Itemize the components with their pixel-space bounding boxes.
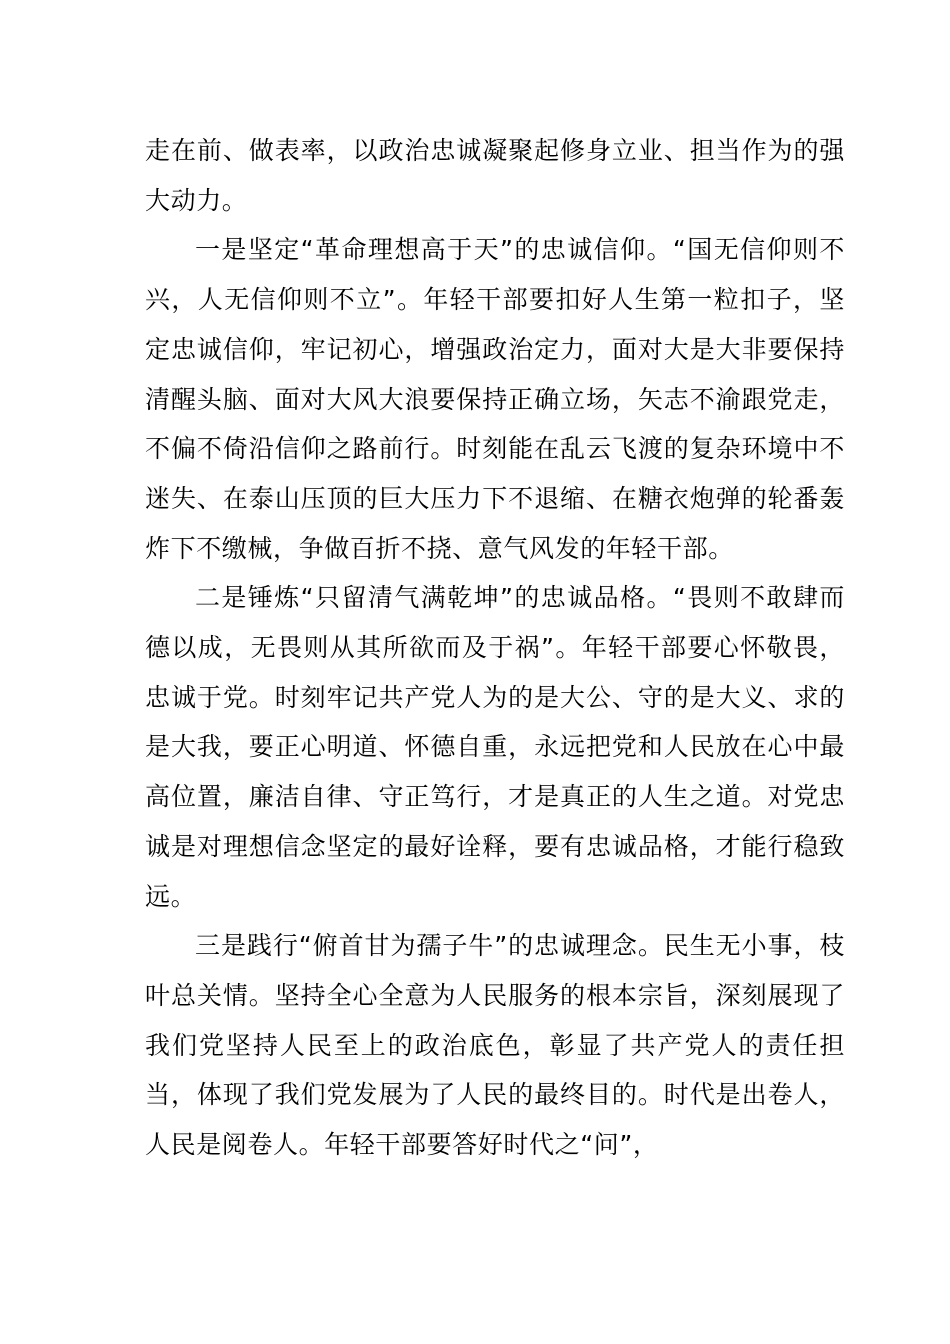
paragraph-loyal-concept: 三是践行“俯首甘为孺子牛”的忠诚理念。民生无小事，枝叶总关情。坚持全心全意为人民服务的根本宗旨，深刻展现了我们党坚持人民至上的政治底色，彰显了共产党人的责任担当，体现了我们党发展为了人民的最终目的。时代是出卷人，人民是阅卷人。年轻干部要答好时代之“问”，	[145, 931, 845, 1160]
paragraph-loyal-character: 二是锤炼“只留清气满乾坤”的忠诚品格。“畏则不敢肆而德以成，无畏则从其所欲而及于祸”。年轻干部要心怀敬畏，忠诚于党。时刻牢记共产党人为的是大公、守的是大义、求的是大我，要正心明道、怀德自重，永远把党和人民放在心中最高位置，廉洁自律、守正笃行，才是真正的人生之道。对党忠诚是对理想信念坚定的最好诠释，要有忠诚品格，才能行稳致远。	[145, 583, 845, 911]
paragraph-loyal-faith: 一是坚定“革命理想高于天”的忠诚信仰。“国无信仰则不兴，人无信仰则不立”。年轻干部要扣好人生第一粒扣子，坚定忠诚信仰，牢记初心，增强政治定力，面对大是大非要保持清醒头脑、面对大风大浪要保持正确立场，矢志不渝跟党走，不偏不倚沿信仰之路前行。时刻能在乱云飞渡的复杂环境中不迷失、在泰山压顶的巨大压力下不退缩、在糖衣炮弹的轮番轰炸下不缴械，争做百折不挠、意气风发的年轻干部。	[145, 235, 845, 563]
paragraph-intro-continuation: 走在前、做表率，以政治忠诚凝聚起修身立业、担当作为的强大动力。	[145, 136, 845, 215]
document-body	[145, 126, 845, 1170]
